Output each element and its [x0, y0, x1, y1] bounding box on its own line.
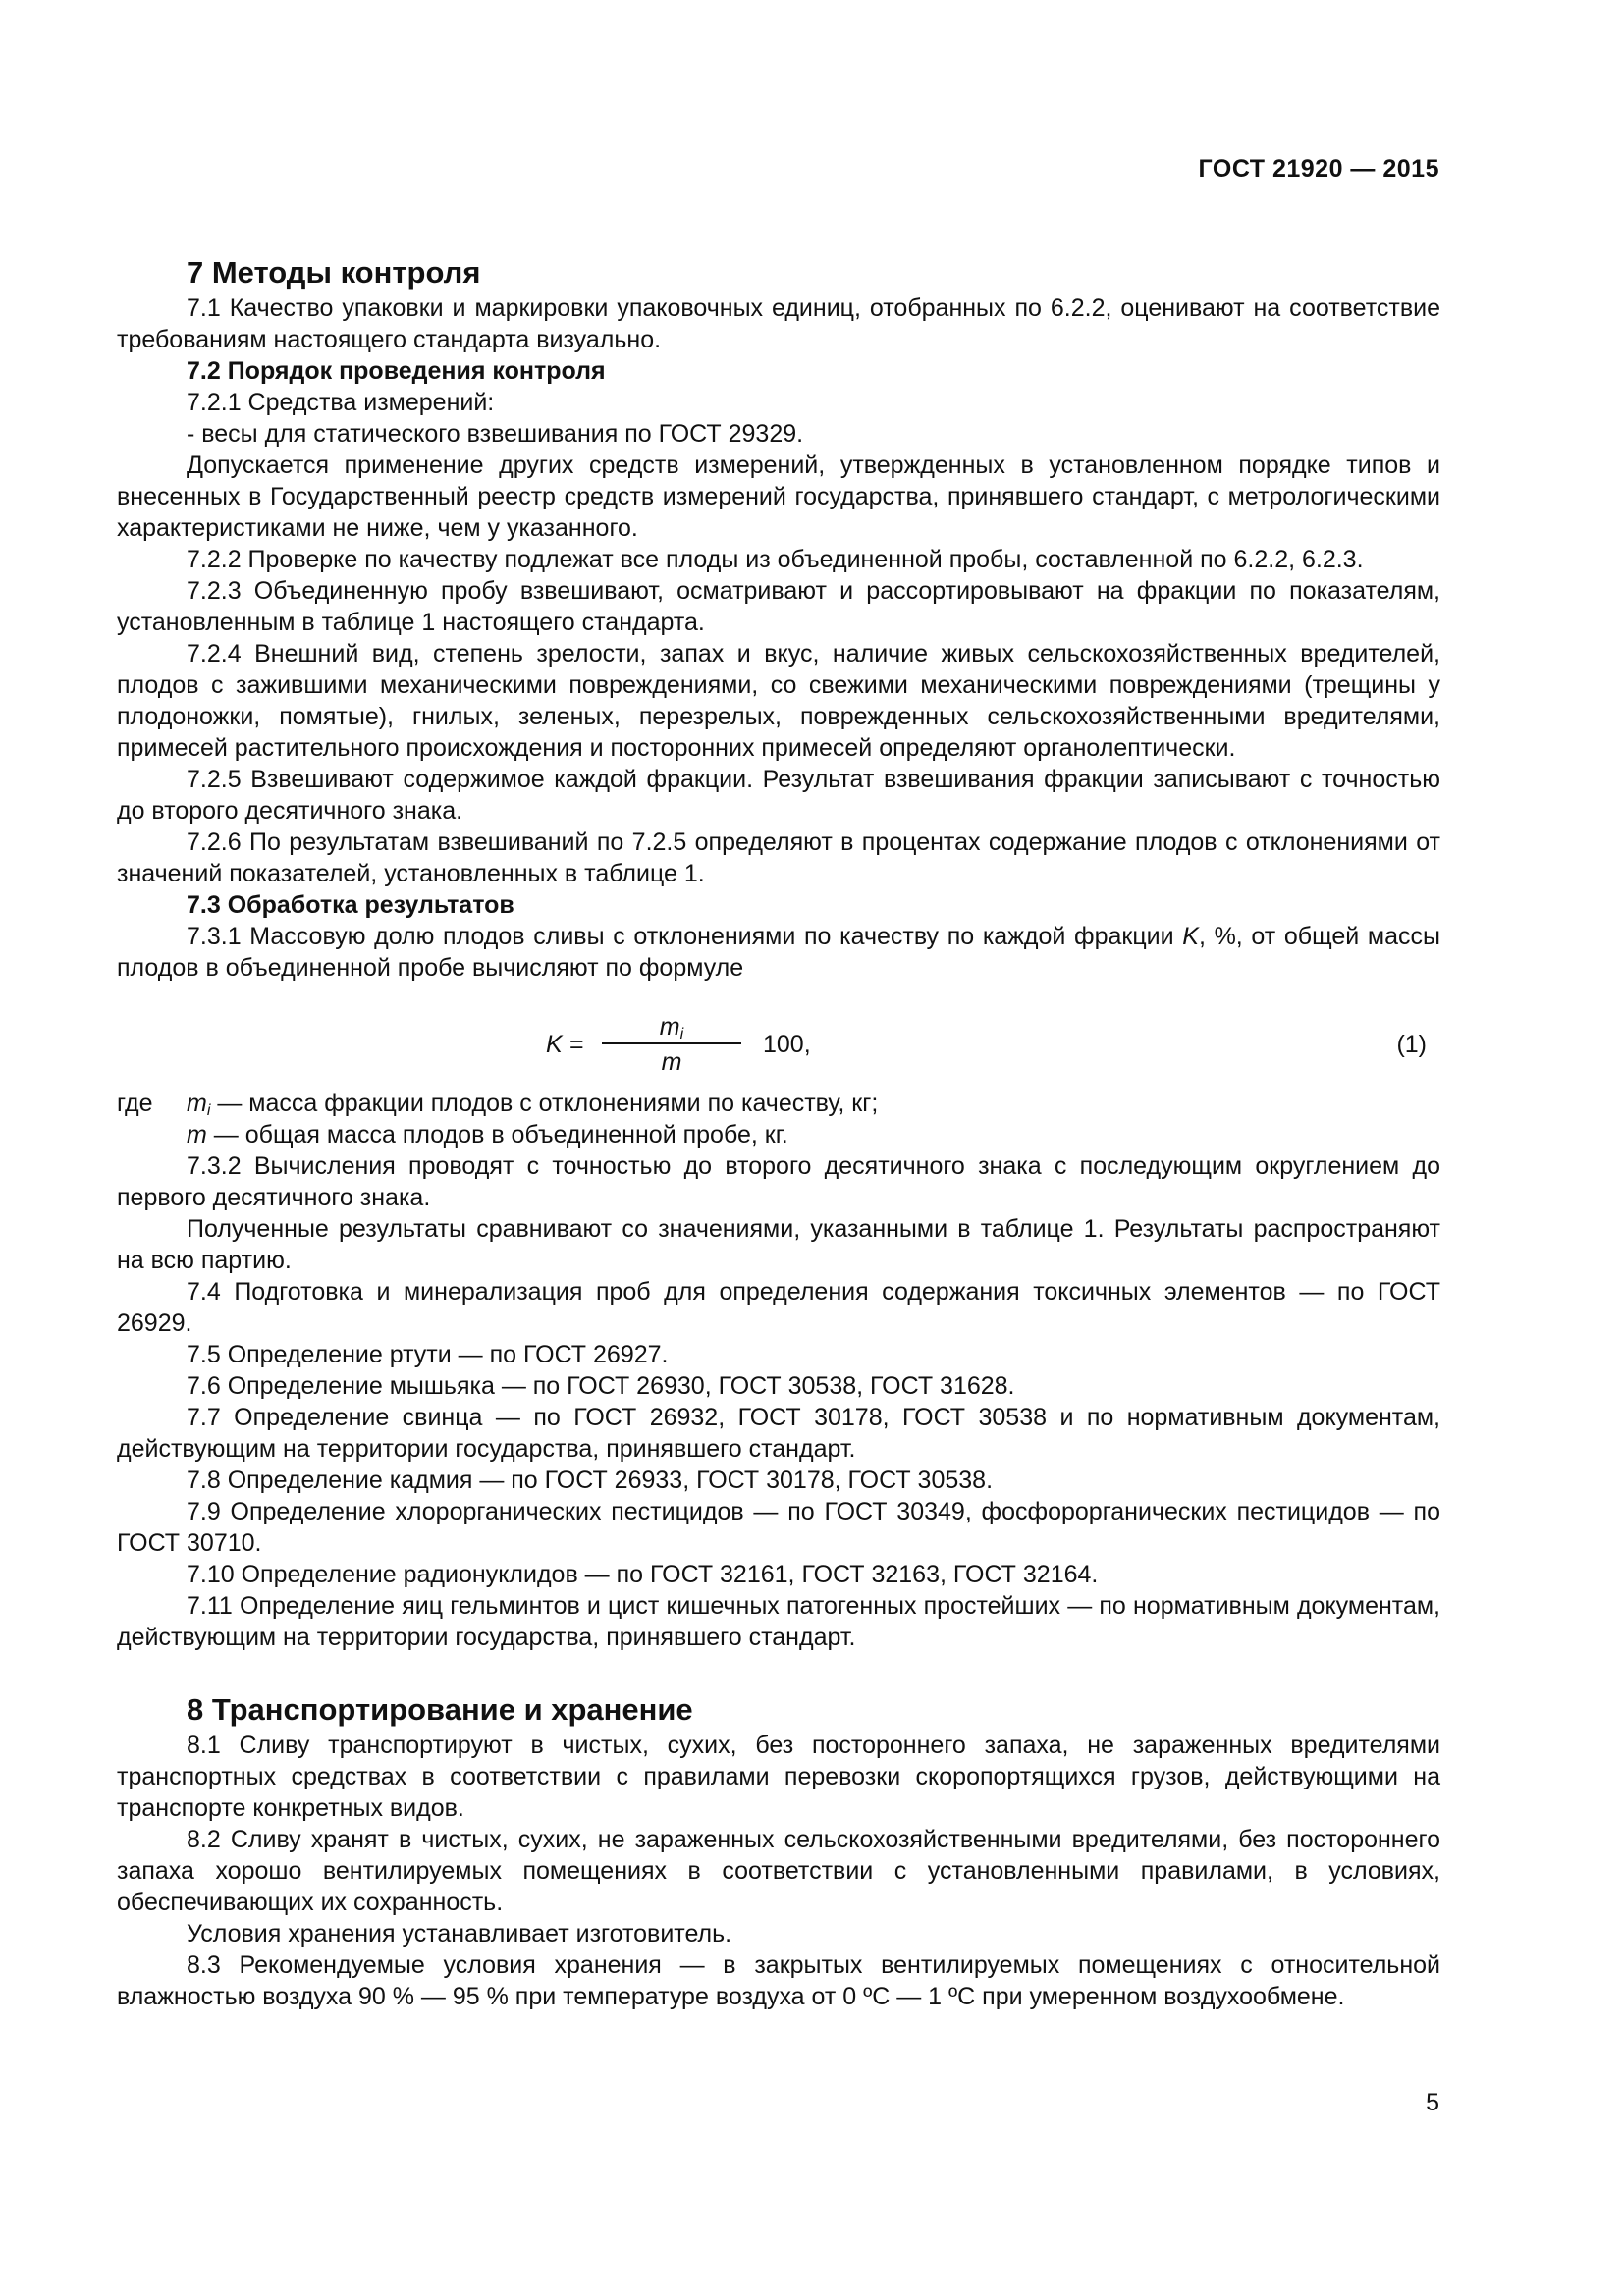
paragraph-7-5: 7.5 Определение ртути — по ГОСТ 26927. [187, 1341, 669, 1368]
paragraph-7-6: 7.6 Определение мышьяка — по ГОСТ 26930, ГОСТ 30538, ГОСТ 31628. [187, 1372, 1015, 1400]
paragraph-7-7: 7.7 Определение свинца — по ГОСТ 26932, ГОСТ 30178, ГОСТ 30538 и по нормативным документам, действующим на территории государства, принявшего стандарт. [117, 1404, 1440, 1463]
formula-lhs: K = [546, 1031, 584, 1058]
paragraph-8-2: 8.2 Сливу хранят в чистых, сухих, не зараженных сельскохозяйственными вредителями, без постороннего запаха хорошо вентилируемых помещениях в соответствии с установленными правилами, в условиях, обеспечивающих их сохранность. [117, 1826, 1440, 1916]
paragraph-7-2-3: 7.2.3 Объединенную пробу взвешивают, осматривают и рассортировывают на фракции по показателям, установленным в таблице 1 настоящего стандарта. [117, 577, 1440, 636]
page-number: 5 [1426, 2089, 1439, 2116]
document-body [117, 253, 1440, 2012]
paragraph-7-2-2: 7.2.2 Проверке по качеству подлежат все плоды из объединенной пробы, составленной по 6.2.2, 6.2.3. [187, 546, 1364, 573]
where-line-1: где $m_i$ — масса фракции плодов с отклонениями по качеству, кг; [117, 1090, 879, 1119]
paragraph-8-3: 8.3 Рекомендуемые условия хранения — в закрытых вентилируемых помещениях с относительной влажностью воздуха 90 % — 95 % при температуре воздуха от 0 ºC — 1 ºC при умеренном воздухообмене. [117, 1951, 1440, 2010]
formula-denominator: m [661, 1048, 682, 1076]
paragraph-7-10: 7.10 Определение радионуклидов — по ГОСТ 32161, ГОСТ 32163, ГОСТ 32164. [187, 1561, 1099, 1588]
paragraph-7-1: 7.1 Качество упаковки и маркировки упаковочных единиц, отобранных по 6.2.2, оценивают на соответствие требованиям настоящего стандарта визуально. [117, 294, 1440, 353]
formula-fraction [602, 1011, 741, 1078]
paragraph-7-3-2-results: Полученные результаты сравнивают со значениями, указанными в таблице 1. Результаты распространяют на всю партию. [117, 1215, 1440, 1274]
paragraph-7-2-6: 7.2.6 По результатам взвешиваний по 7.2.5 определяют в процентах содержание плодов с отклонениями от значений показателей, установленных в таблице 1. [117, 828, 1440, 887]
paragraph-7-3-2: 7.3.2 Вычисления проводят с точностью до второго десятичного знака с последующим округлением до первого десятичного знака. [117, 1152, 1440, 1211]
paragraph-8-1: 8.1 Сливу транспортируют в чистых, сухих, без постороннего запаха, не зараженных вредителями транспортных средствах в соответствии с правилами перевозки скоропортящихся грузов, действующими на транспорте конкретных видов. [117, 1732, 1440, 1822]
formula-multiplier: 100, [763, 1031, 811, 1058]
paragraph-7-8: 7.8 Определение кадмия — по ГОСТ 26933, ГОСТ 30178, ГОСТ 30538. [187, 1467, 994, 1494]
section-7-title: 7 Методы контроля [187, 255, 481, 290]
paragraph-7-2-4: 7.2.4 Внешний вид, степень зрелости, запах и вкус, наличие живых сельскохозяйственных вредителей, плодов с зажившими механическими повреждениями, со свежими механическими повреждениями (трещины у плодоножки, помятые), гнилых, зеленых, перезрелых, поврежденных сельскохозяйственными вредителями, примесей растительного происхождения и посторонних примесей определяют органолептически. [117, 640, 1440, 762]
formula-numerator: $m_i$ [659, 1013, 684, 1042]
paragraph-7-2-1: 7.2.1 Средства измерений: [187, 389, 495, 416]
document-header: ГОСТ 21920 — 2015 [1198, 155, 1439, 183]
subsection-7-2-title: 7.2 Порядок проведения контроля [187, 357, 606, 385]
paragraph-7-2-1-allow: Допускается применение других средств измерений, утвержденных в установленном порядке типов и внесенных в Государственный реестр средств измерений государства, принявшего стандарт, с метрологическими характеристиками не ниже, чем у указанного. [117, 452, 1440, 542]
where-line-2: m — общая масса плодов в объединенной пробе, кг. [187, 1121, 788, 1148]
paragraph-7-4: 7.4 Подготовка и минерализация проб для определения содержания токсичных элементов — по ГОСТ 26929. [117, 1278, 1440, 1337]
section-8-title: 8 Транспортирование и хранение [187, 1692, 693, 1727]
where-word: где [117, 1090, 153, 1117]
formula-number: (1) [1396, 1031, 1427, 1058]
paragraph-7-11: 7.11 Определение яиц гельминтов и цист кишечных патогенных простейших — по нормативным документам, действующим на территории государства, принявшего стандарт. [117, 1592, 1440, 1651]
formula-1 [117, 1011, 1440, 1082]
list-item-scales: - весы для статического взвешивания по ГОСТ 29329. [187, 420, 804, 448]
paragraph-7-2-5: 7.2.5 Взвешивают содержимое каждой фракции. Результат взвешивания фракции записывают с точностью до второго десятичного знака. [117, 766, 1440, 825]
paragraph-7-3-1: 7.3.1 Массовую долю плодов сливы с отклонениями по качеству по каждой фракции K, %, от общей массы плодов в объединенной пробе вычисляют по формуле [117, 923, 1440, 982]
paragraph-8-2-conditions: Условия хранения устанавливает изготовитель. [187, 1920, 732, 1948]
subsection-7-3-title: 7.3 Обработка результатов [187, 891, 514, 919]
paragraph-7-9: 7.9 Определение хлорорганических пестицидов — по ГОСТ 30349, фосфорорганических пестицидов — по ГОСТ 30710. [117, 1498, 1440, 1557]
fraction-bar [602, 1042, 741, 1044]
